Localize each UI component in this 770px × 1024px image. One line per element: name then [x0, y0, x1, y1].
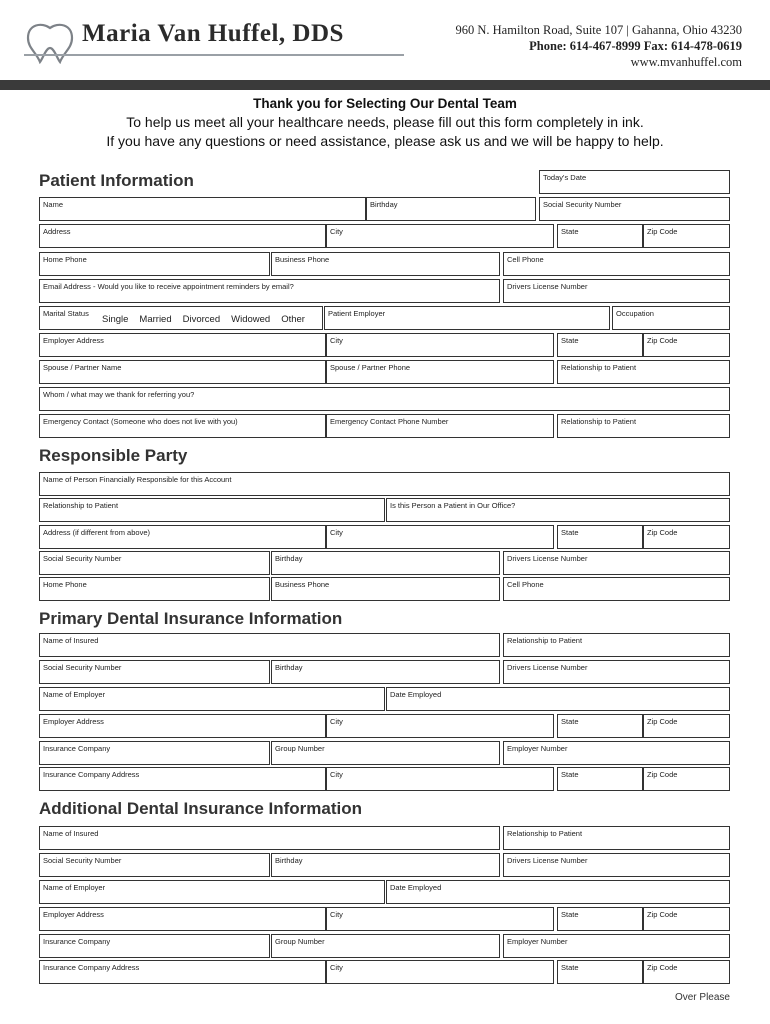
- primary-insurance-address-field[interactable]: Insurance Company Address: [39, 767, 326, 791]
- patient-city-field[interactable]: City: [326, 224, 554, 248]
- section-responsible-party: Responsible Party: [39, 446, 188, 465]
- primary-state-field[interactable]: State: [557, 714, 643, 738]
- additional-date-employed-field[interactable]: Date Employed: [386, 880, 730, 904]
- patient-state-field[interactable]: State: [557, 224, 643, 248]
- responsible-state-field[interactable]: State: [557, 525, 643, 549]
- practice-name: Maria Van Huffel, DDS: [82, 20, 344, 47]
- responsible-birthday-field[interactable]: Birthday: [271, 551, 500, 575]
- section-patient-information: Patient Information: [39, 171, 194, 190]
- additional-ssn-field[interactable]: Social Security Number: [39, 853, 270, 877]
- primary-birthday-field[interactable]: Birthday: [271, 660, 500, 684]
- phone-fax: Phone: 614-467-8999 Fax: 614-478-0619: [529, 39, 742, 53]
- additional-insurance-company-field[interactable]: Insurance Company: [39, 934, 270, 958]
- patient-employer-field[interactable]: Patient Employer: [324, 306, 610, 330]
- primary-ins-state-field[interactable]: State: [557, 767, 643, 791]
- emergency-phone-field[interactable]: Emergency Contact Phone Number: [326, 414, 554, 438]
- primary-group-number-field[interactable]: Group Number: [271, 741, 500, 765]
- emergency-contact-field[interactable]: Emergency Contact (Someone who does not live with you): [39, 414, 326, 438]
- primary-employer-field[interactable]: Name of Employer: [39, 687, 385, 711]
- primary-insured-name-field[interactable]: Name of Insured: [39, 633, 500, 657]
- tooth-logo-icon: [24, 18, 76, 64]
- additional-employer-number-field[interactable]: Employer Number: [503, 934, 730, 958]
- responsible-cell-phone-field[interactable]: Cell Phone: [503, 577, 730, 601]
- marital-option-divorced[interactable]: Divorced: [182, 314, 221, 325]
- primary-employer-address-field[interactable]: Employer Address: [39, 714, 326, 738]
- emergency-relationship-field[interactable]: Relationship to Patient: [557, 414, 730, 438]
- patient-address-field[interactable]: Address: [39, 224, 326, 248]
- additional-city-field[interactable]: City: [326, 907, 554, 931]
- responsible-home-phone-field[interactable]: Home Phone: [39, 577, 270, 601]
- section-primary-insurance: Primary Dental Insurance Information: [39, 609, 343, 628]
- patient-ssn-field[interactable]: Social Security Number: [539, 197, 730, 221]
- intro-line-2: If you have any questions or need assistance, please ask us and we will be happy to help.: [106, 133, 664, 149]
- responsible-name-field[interactable]: Name of Person Financially Responsible for this Account: [39, 472, 730, 496]
- marital-option-married[interactable]: Married: [139, 314, 172, 325]
- marital-option-single[interactable]: Single: [102, 314, 129, 325]
- patient-business-phone-field[interactable]: Business Phone: [271, 252, 500, 276]
- marital-option-other[interactable]: Other: [281, 314, 305, 325]
- intro-line-1: To help us meet all your healthcare needs, please fill out this form completely in ink.: [126, 114, 644, 130]
- responsible-business-phone-field[interactable]: Business Phone: [271, 577, 500, 601]
- additional-zip-field[interactable]: Zip Code: [643, 907, 730, 931]
- patient-name-field[interactable]: Name: [39, 197, 366, 221]
- brand-underline: [24, 54, 404, 56]
- spouse-phone-field[interactable]: Spouse / Partner Phone: [326, 360, 554, 384]
- section-additional-insurance: Additional Dental Insurance Information: [39, 799, 363, 818]
- primary-zip-field[interactable]: Zip Code: [643, 714, 730, 738]
- responsible-city-field[interactable]: City: [326, 525, 554, 549]
- patient-occupation-field[interactable]: Occupation: [612, 306, 730, 330]
- patient-home-phone-field[interactable]: Home Phone: [39, 252, 270, 276]
- patient-drivers-license-field[interactable]: Drivers License Number: [503, 279, 730, 303]
- marital-status-field[interactable]: Marital Status Single Married Divorced Widowed Other: [39, 306, 323, 330]
- additional-ins-zip-field[interactable]: Zip Code: [643, 960, 730, 984]
- employer-zip-field[interactable]: Zip Code: [643, 333, 730, 357]
- patient-birthday-field[interactable]: Birthday: [366, 197, 536, 221]
- primary-ins-zip-field[interactable]: Zip Code: [643, 767, 730, 791]
- primary-drivers-license-field[interactable]: Drivers License Number: [503, 660, 730, 684]
- additional-insurance-address-field[interactable]: Insurance Company Address: [39, 960, 326, 984]
- responsible-zip-field[interactable]: Zip Code: [643, 525, 730, 549]
- additional-birthday-field[interactable]: Birthday: [271, 853, 500, 877]
- additional-group-number-field[interactable]: Group Number: [271, 934, 500, 958]
- marital-status-options: [102, 314, 316, 325]
- patient-cell-phone-field[interactable]: Cell Phone: [503, 252, 730, 276]
- spouse-name-field[interactable]: Spouse / Partner Name: [39, 360, 326, 384]
- additional-employer-address-field[interactable]: Employer Address: [39, 907, 326, 931]
- responsible-is-patient-field[interactable]: Is this Person a Patient in Our Office?: [386, 498, 730, 522]
- primary-ins-city-field[interactable]: City: [326, 767, 554, 791]
- primary-employer-number-field[interactable]: Employer Number: [503, 741, 730, 765]
- employer-city-field[interactable]: City: [326, 333, 554, 357]
- responsible-relationship-field[interactable]: Relationship to Patient: [39, 498, 385, 522]
- practice-address: 960 N. Hamilton Road, Suite 107 | Gahanna, Ohio 43230: [455, 23, 742, 37]
- additional-ins-state-field[interactable]: State: [557, 960, 643, 984]
- additional-drivers-license-field[interactable]: Drivers License Number: [503, 853, 730, 877]
- additional-ins-city-field[interactable]: City: [326, 960, 554, 984]
- spouse-relationship-field[interactable]: Relationship to Patient: [557, 360, 730, 384]
- additional-state-field[interactable]: State: [557, 907, 643, 931]
- intro-title: Thank you for Selecting Our Dental Team: [253, 96, 517, 111]
- contact-block: [456, 22, 743, 70]
- additional-insured-name-field[interactable]: Name of Insured: [39, 826, 500, 850]
- todays-date-field[interactable]: Today's Date: [539, 170, 730, 194]
- primary-relationship-field[interactable]: Relationship to Patient: [503, 633, 730, 657]
- header-divider: [0, 80, 770, 90]
- referral-field[interactable]: Whom / what may we thank for referring you?: [39, 387, 730, 411]
- primary-city-field[interactable]: City: [326, 714, 554, 738]
- primary-ssn-field[interactable]: Social Security Number: [39, 660, 270, 684]
- patient-zip-field[interactable]: Zip Code: [643, 224, 730, 248]
- over-please-note: Over Please: [674, 992, 730, 1003]
- patient-email-field[interactable]: Email Address - Would you like to receive appointment reminders by email?: [39, 279, 500, 303]
- practice-website: www.mvanhuffel.com: [630, 55, 742, 69]
- marital-option-widowed[interactable]: Widowed: [231, 314, 271, 325]
- responsible-ssn-field[interactable]: Social Security Number: [39, 551, 270, 575]
- employer-state-field[interactable]: State: [557, 333, 643, 357]
- primary-insurance-company-field[interactable]: Insurance Company: [39, 741, 270, 765]
- responsible-drivers-license-field[interactable]: Drivers License Number: [503, 551, 730, 575]
- additional-relationship-field[interactable]: Relationship to Patient: [503, 826, 730, 850]
- primary-date-employed-field[interactable]: Date Employed: [386, 687, 730, 711]
- employer-address-field[interactable]: Employer Address: [39, 333, 326, 357]
- responsible-address-field[interactable]: Address (if different from above): [39, 525, 326, 549]
- additional-employer-field[interactable]: Name of Employer: [39, 880, 385, 904]
